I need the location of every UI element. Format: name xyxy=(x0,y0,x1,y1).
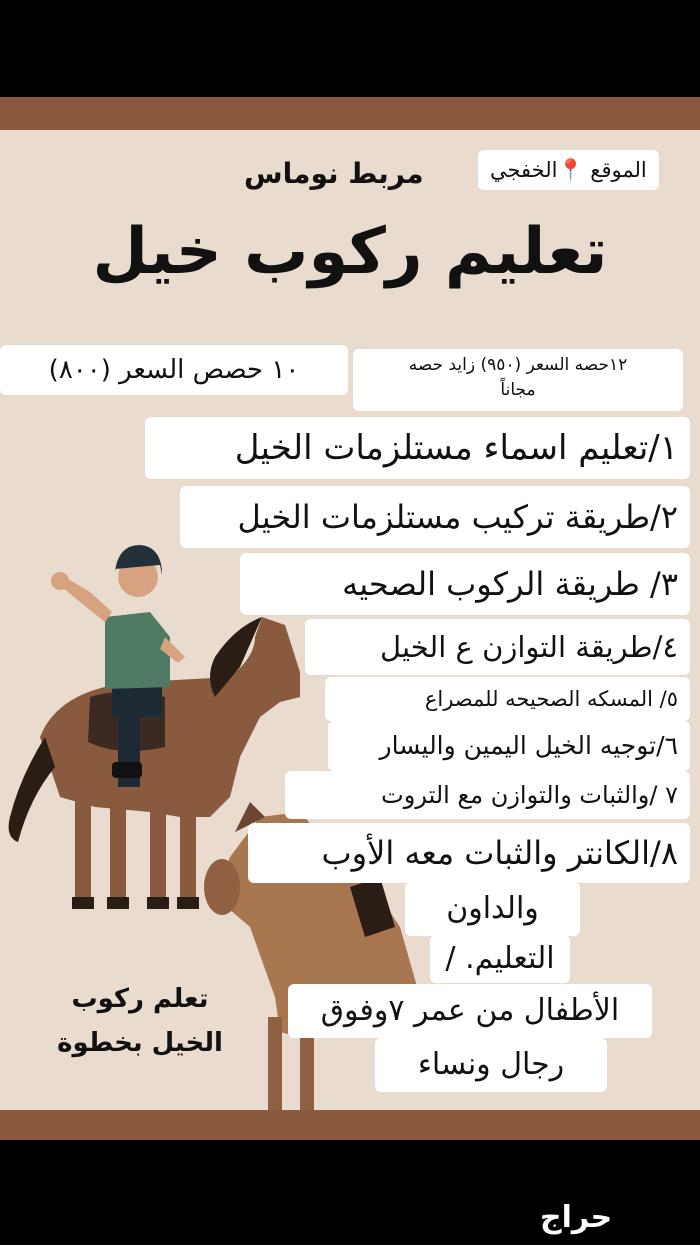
haraj-watermark-logo: حراج xyxy=(540,1200,613,1235)
headline: تعليم ركوب خيل xyxy=(92,215,608,289)
offer-twelve-lessons xyxy=(353,349,683,411)
lesson-7: ٧ /والثبات والتوازن مع التروت xyxy=(285,771,690,819)
lesson-3: ٣/ طريقة الركوب الصحيه xyxy=(240,553,690,615)
ad-poster xyxy=(0,97,700,1140)
lesson-6: ٦/توجيه الخيل اليمين واليسار xyxy=(328,721,690,771)
lesson-teaching-note: التعليم. / xyxy=(430,935,570,983)
slogan-line1: تعلم ركوب xyxy=(71,984,209,1014)
lesson-4: ٤/طريقة التوازن ع الخيل xyxy=(305,619,690,675)
lesson-1: ١/تعليم اسماء مستلزمات الخيل xyxy=(145,417,690,479)
offer-twelve-line2: مجاناً xyxy=(500,380,536,400)
offer-twelve-line1: ١٢حصه السعر (٩٥٠) زايد حصه xyxy=(408,355,628,375)
lesson-8: ٨/الكانتر والثبات معه الأوب xyxy=(248,823,690,883)
slogan-line2: الخيل بخطوة xyxy=(57,1028,223,1058)
stable-name: مربط نوماس xyxy=(244,157,424,190)
offer-ten-lessons: ١٠ حصص السعر (٨٠٠) xyxy=(0,345,348,395)
location-badge: الموقع 📍الخفجي xyxy=(478,150,659,190)
lesson-8-continued: والداون xyxy=(405,882,580,936)
bottom-band xyxy=(0,1110,700,1140)
lesson-5: ٥/ المسكه الصحيحه للمصراع xyxy=(325,677,690,721)
lesson-2: ٢/طريقة تركيب مستلزمات الخيل xyxy=(180,486,690,548)
audience-gender: رجال ونساء xyxy=(375,1038,607,1092)
slogan xyxy=(30,977,250,1065)
audience-age: الأطفال من عمر ٧وفوق xyxy=(288,984,652,1038)
